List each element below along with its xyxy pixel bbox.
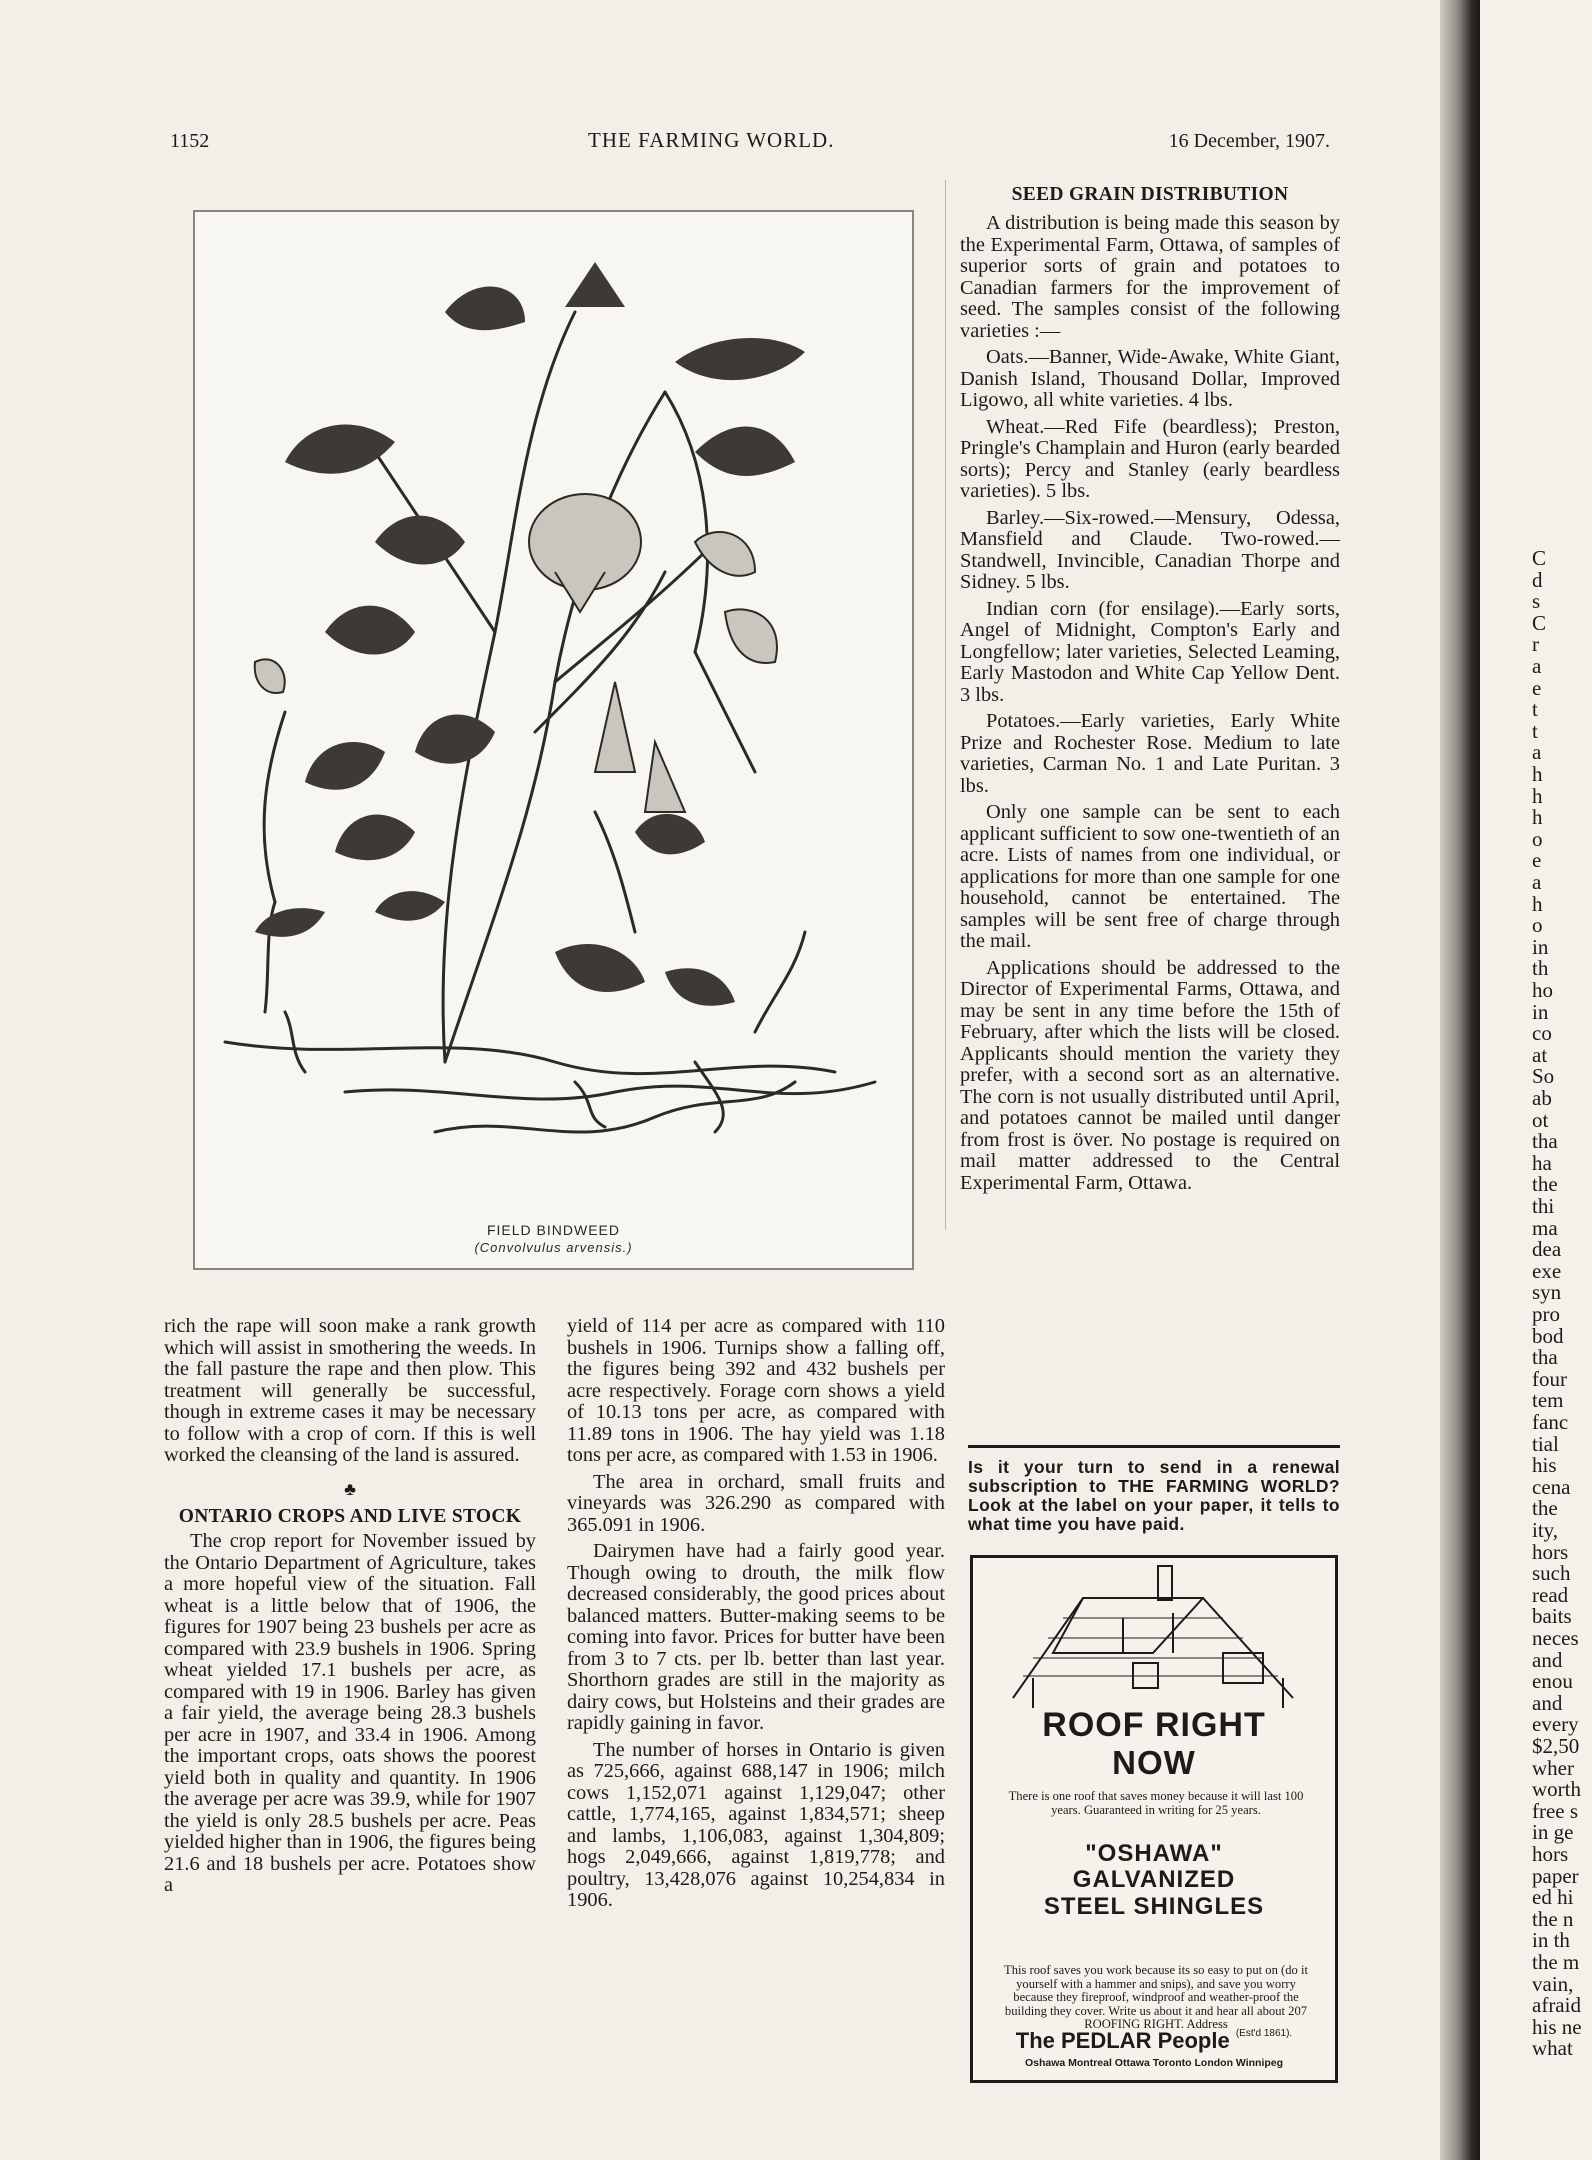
continuation-paragraph: rich the rape will soon make a rank growth which will assist in smothering the weeds. In the fall pasture the rape and then plow. This treatment will generally be successful, though in extreme cases it may be necessary to follow with a crop of corn. If this is well worked the cleansing of the land is assured. [164,1315,536,1466]
adjacent-page-line: e [1532,675,1542,700]
adjacent-page-line: what [1532,2036,1573,2061]
adjacent-page-line: ed hi [1532,1885,1574,1910]
roofing-advertisement [970,1555,1338,2083]
column-middle [567,1316,945,1912]
column-right [960,184,1340,1194]
adjacent-page-line: ity, [1532,1518,1559,1542]
figure-latin-name: (Convolvulus arvensis.) [474,1240,633,1255]
adjacent-page-line: hors [1532,1842,1569,1866]
bindweed-drawing [195,212,912,1268]
article-heading-ontario-crops: ONTARIO CROPS AND LIVE STOCK [178,1506,522,1527]
adjacent-page-line: wher [1532,1755,1574,1780]
adjacent-page-line: in ge [1532,1820,1574,1845]
adjacent-page-line: in [1532,999,1549,1024]
adjacent-page-line: bod [1532,1323,1564,1348]
adjacent-page-line: h [1532,891,1543,916]
adjacent-page-line: his [1532,1453,1557,1478]
adjacent-page-line: tem [1532,1388,1564,1413]
column-left [164,1316,536,1897]
adjacent-page-line: a [1532,654,1542,678]
adjacent-page-fragment [1480,0,1592,2160]
adjacent-page-line: dea [1532,1237,1562,1262]
adjacent-page-line: th [1532,956,1549,981]
article-paragraph: Only one sample can be sent to each applicant sufficient to sow one-twentieth of an acre. Lists of names from one individual, or applications for more than one sample for one household, cannot be entertained. The samples will be sent free of charge through the mail. [960,801,1340,952]
adjacent-page-line: $2,50 [1532,1734,1580,1758]
article-paragraph: Oats.—Banner, Wide-Awake, White Giant, Danish Island, Thousand Dollar, Improved Ligowo, all white varieties. 4 lbs. [960,346,1340,411]
adjacent-page-line: such [1532,1561,1571,1586]
adjacent-page-line: vain, [1532,1971,1574,1996]
ad-intro: There is one roof that saves money because it will last 100 years. Guaranteed in writing for 25 years. [1008,1789,1304,1817]
figure-caption: FIELD BINDWEED [486,1222,620,1238]
adjacent-page-line: cena [1532,1474,1571,1499]
article-paragraph: Indian corn (for ensilage).—Early sorts, Angel of Midnight, Compton's Early and Longfellow; later varieties, Selected Leaming, Early Mastodon and White Cap Yellow Dent. 3 lbs. [960,597,1340,706]
page-number: 1152 [170,130,210,152]
article-paragraph: The crop report for November issued by the Ontario Department of Agriculture, takes a more hopeful view of the situation. Fall wheat is a little below that of 1906, the figures for 1907 being 23 bushels per acre as compared with 23.9 bushels in 1906. Spring wheat yielded 17.1 bushels per acre, as compared with 19 in 1906. Barley has given a fair yield, the average being 28.3 bushels per acre in 1907, and 33.4 in 1906. Among the important crops, oats shows the poorest yield both in quality and quantity. In 1906 the average per acre was 39.9, while for 1907 the yield is only 28.5 bushels per acre. Peas yielded higher than in 1906, the figures being 21.6 and 18 bushels per acre. Potatoes show a [164,1530,536,1896]
ad-established: (Est'd 1861). [1235,2028,1293,2039]
adjacent-page-line: syn [1532,1280,1562,1305]
adjacent-page-line: at [1532,1042,1548,1067]
adjacent-page-line: t [1532,697,1538,722]
adjacent-page-line: a [1532,740,1542,765]
adjacent-page-line: So [1532,1064,1555,1089]
ad-headline: ROOF RIGHT [1042,1706,1266,1744]
adjacent-page-line: in [1532,934,1549,959]
adjacent-page-line: exe [1532,1258,1562,1283]
adjacent-page-line: tha [1532,1129,1558,1154]
adjacent-page-line: C [1532,546,1547,570]
article-paragraph: Dairymen have had a fairly good year. Though owing to drouth, the milk flow decreased considerably, the good prices about balanced matters. Butter-making seems to be coming into favor. Prices for butter have been from 3 to 7 cts. per lb. better than last year. Shorthorn grades are still in the majority as dairy cows, but Holsteins and their grades are rapidly gaining in favor. [567,1540,945,1734]
article-paragraph: A distribution is being made this season by the Experimental Farm, Ottawa, of samples of superior sorts of grain and potatoes to Canadian farmers for the improvement of seed. The samples consist of the following varieties :— [960,212,1340,342]
adjacent-page-line: the n [1532,1906,1574,1931]
adjacent-page-line: d [1532,567,1543,592]
adjacent-page-line: thi [1532,1194,1555,1218]
adjacent-page-line: ab [1532,1086,1552,1110]
adjacent-page-line: ha [1532,1150,1552,1175]
article-paragraph: Barley.—Six-rowed.—Mensury, Odessa, Mansfield and Claude. Two-rowed.—Standwell, Invincible, Canadian Thorpe and Sidney. 5 lbs. [960,506,1340,593]
adjacent-page-line: t [1532,718,1538,743]
adjacent-page-line: his ne [1532,2014,1582,2039]
adjacent-page-line: ho [1532,978,1553,1002]
adjacent-page-line: C [1532,610,1547,635]
ad-brand-galvanized: GALVANIZED [1072,1866,1236,1893]
adjacent-page-line: worth [1532,1777,1581,1802]
adjacent-page-line: afraid [1532,1993,1581,2018]
binding-gutter [1440,0,1480,2160]
adjacent-page-line: tha [1532,1345,1558,1370]
ad-body: This roof saves you work because its so easy to put on (do it yourself with a hammer and snips), and save you worry because they fireproof, windproof and weather-proof the building they cover. Write us about it and hear all about 207 ROOFING RIGHT. Address [1004,1963,1308,2031]
adjacent-page-line: and [1532,1647,1563,1672]
adjacent-page-line: read [1532,1582,1569,1607]
adjacent-page-line: pro [1532,1302,1560,1326]
adjacent-page-line: the [1532,1496,1558,1521]
section-ornament: ♣ [344,1478,356,1499]
adjacent-page-line: baits [1532,1604,1572,1629]
issue-date: 16 December, 1907. [1168,130,1330,152]
adjacent-page-line: tial [1532,1431,1559,1456]
adjacent-page-line: a [1532,870,1542,894]
adjacent-page-line: o [1532,913,1543,938]
article-paragraph: yield of 114 per acre as compared with 110 bushels in 1906. Turnips show a falling off, the figures being 392 and 432 bushels per acre respectively. Forage corn shows a yield of 10.13 tons per acre, as compared with 11.89 tons in 1906. The hay yield was 1.18 tons per acre, as compared with 1.53 in 1906. [567,1315,945,1466]
adjacent-page-line: and [1532,1690,1563,1715]
article-paragraph: Potatoes.—Early varieties, Early White Prize and Rochester Rose. Medium to late varieties, Carman No. 1 and Late Puritan. 3 lbs. [960,710,1340,797]
page-header [170,128,1330,158]
ad-company-name: The PEDLAR People [1015,2028,1230,2053]
ad-brand-oshawa: "OSHAWA" [1085,1840,1223,1867]
adjacent-page-line: h [1532,783,1543,808]
ad-company [973,2028,1335,2054]
publication-title: THE FARMING WORLD. [588,128,835,152]
adjacent-page-line: o [1532,826,1543,851]
column-rule [945,180,946,1230]
ad-headline-now: NOW [1112,1744,1196,1781]
adjacent-page-line: the [1532,1172,1558,1197]
adjacent-page-line: ma [1532,1215,1558,1240]
adjacent-page-line: neces [1532,1626,1579,1650]
adjacent-page-line: ot [1532,1107,1549,1132]
bindweed-illustration [193,210,914,1270]
ad-brand-shingles: STEEL SHINGLES [1043,1893,1265,1920]
adjacent-page-line: h [1532,805,1543,830]
subscription-notice: Is it your turn to send in a renewal subscription to THE FARMING WORLD? Look at the label on your paper, it tells to what time you have paid. [968,1445,1340,1534]
article-paragraph: Wheat.—Red Fife (beardless); Preston, Pringle's Champlain and Huron (early bearded sorts); Percy and Stanley (early beardless varieties). 5 lbs. [960,415,1340,502]
adjacent-page-line: co [1532,1021,1552,1046]
adjacent-page-line: four [1532,1366,1567,1391]
article-paragraph: Applications should be addressed to the Director of Experimental Farms, Ottawa, and may be sent in any time before the 15th of February, after which the lists will be closed. Applicants should mention the variety they prefer, with a second sort as an alternative. The corn is not usually distributed until April, and potatoes cannot be mailed until danger from frost is över. No postage is required on mail matter addressed to the Central Experimental Farm, Ottawa. [960,956,1340,1194]
adjacent-page-line: free s [1532,1798,1579,1823]
adjacent-page-line: hors [1532,1539,1569,1564]
adjacent-page-line: fanc [1532,1410,1569,1434]
article-paragraph: The number of horses in Ontario is given as 725,666, against 688,147 in 1906; milch cows 1,152,071 against 1,129,047; other cattle, 1,774,165, against 1,834,571; sheep and lambs, 1,106,083, against 1,304,809; hogs 2,049,666, against 1,819,778; and poultry, 13,428,076 against 10,254,834 in 1906. [567,1738,945,1911]
adjacent-page-line: h [1532,762,1543,786]
adjacent-page-line: enou [1532,1669,1573,1694]
article-paragraph: The area in orchard, small fruits and vineyards was 326.290 as compared with 365.091 in 1906. [567,1470,945,1536]
adjacent-page-line: e [1532,848,1542,873]
adjacent-page-line: every [1532,1712,1579,1737]
ad-cities: Oshawa Montreal Ottawa Toronto London Winnipeg [1024,2057,1284,2069]
adjacent-page-line: in th [1532,1928,1570,1953]
adjacent-page-line: the m [1532,1950,1580,1974]
adjacent-page-line: paper [1532,1863,1579,1888]
article-heading-seed-grain: SEED GRAIN DISTRIBUTION [1011,184,1289,205]
adjacent-page-line: r [1532,632,1539,657]
adjacent-page-line: s [1532,589,1541,614]
